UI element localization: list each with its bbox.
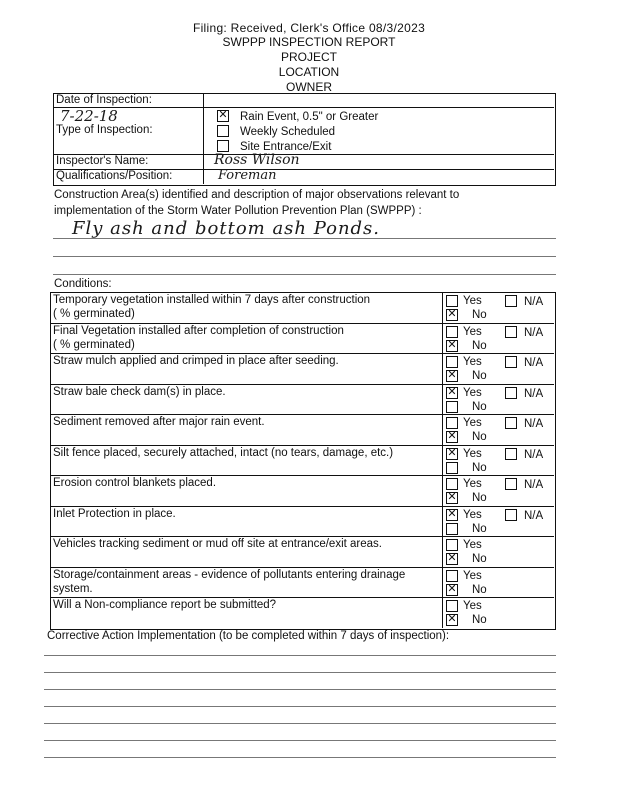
report-title: SWPPP INSPECTION REPORT	[222, 35, 396, 49]
na-label: N/A	[524, 448, 544, 461]
no-checkbox[interactable]	[446, 523, 458, 535]
condition-text: Erosion control blankets placed.	[53, 477, 217, 489]
weekly-label: Weekly Scheduled	[240, 126, 336, 138]
condition-row-divider	[50, 536, 554, 537]
no-checkbox[interactable]	[446, 614, 458, 626]
date-value[interactable]: 7-22-18	[60, 107, 118, 125]
conditions-col-divider	[442, 292, 443, 628]
site-entrance-checkbox[interactable]	[217, 140, 229, 152]
condition-row-divider	[50, 506, 554, 507]
yes-checkbox[interactable]	[446, 417, 458, 429]
inspector-value[interactable]: Ross Wilson	[214, 152, 300, 168]
yes-label: Yes	[463, 478, 482, 490]
notes-line	[53, 238, 556, 239]
yes-label: Yes	[463, 447, 482, 460]
na-label: N/A	[524, 357, 544, 369]
no-checkbox[interactable]	[446, 370, 458, 382]
yes-label: Yes	[463, 600, 482, 612]
no-label: No	[472, 400, 487, 413]
condition-text: Vehicles tracking sediment or mud off site at entrance/exit areas.	[53, 538, 382, 550]
rain-event-checkbox[interactable]	[217, 110, 229, 122]
no-label: No	[472, 583, 487, 596]
corrective-action-line[interactable]	[44, 672, 556, 673]
na-checkbox[interactable]	[505, 478, 517, 490]
yes-checkbox[interactable]	[446, 295, 458, 307]
date-label: Date of Inspection:	[56, 94, 152, 106]
corrective-action-line[interactable]	[44, 723, 556, 724]
corrective-action-line[interactable]	[44, 757, 556, 758]
no-label: No	[472, 461, 487, 474]
yes-label: Yes	[463, 356, 482, 368]
condition-row-divider	[50, 567, 554, 568]
yes-label: Yes	[463, 539, 482, 551]
condition-text-line2: ( % germinated)	[53, 338, 135, 351]
yes-checkbox[interactable]	[446, 356, 458, 368]
condition-row-divider	[50, 445, 554, 446]
na-checkbox[interactable]	[505, 417, 517, 429]
condition-text: Straw mulch applied and crimped in place after seeding.	[53, 355, 339, 367]
no-label: No	[472, 553, 487, 565]
no-checkbox[interactable]	[446, 431, 458, 443]
yes-checkbox[interactable]	[446, 600, 458, 612]
yes-label: Yes	[463, 295, 482, 307]
construction-area-label: Construction Area(s) identified and description of major observations relevant to implementation of the Storm Water Pollution Prevention Plan (SWPPP) :	[54, 189, 460, 217]
na-label: N/A	[524, 296, 544, 308]
yes-checkbox[interactable]	[446, 539, 458, 551]
na-checkbox[interactable]	[505, 326, 517, 338]
no-checkbox[interactable]	[446, 309, 458, 321]
condition-text: Final Vegetation installed after completion of construction	[53, 324, 344, 337]
condition-text-line2: ( % germinated)	[53, 308, 135, 320]
info-divider	[203, 107, 554, 108]
condition-text: Sediment removed after major rain event.	[53, 416, 265, 428]
no-label: No	[472, 522, 487, 535]
condition-text-line2: system.	[53, 582, 93, 595]
no-label: No	[472, 370, 487, 382]
condition-text: Temporary vegetation installed within 7 days after construction	[53, 294, 371, 306]
no-label: No	[472, 339, 487, 352]
conditions-label: Conditions:	[54, 278, 112, 290]
na-checkbox[interactable]	[505, 509, 517, 521]
yes-label: Yes	[463, 569, 482, 582]
condition-row-divider	[50, 353, 554, 354]
yes-checkbox[interactable]	[446, 478, 458, 490]
yes-label: Yes	[463, 417, 482, 429]
no-checkbox[interactable]	[446, 340, 458, 352]
no-label: No	[472, 431, 487, 443]
yes-label: Yes	[463, 325, 482, 338]
condition-row-divider	[50, 323, 554, 324]
yes-checkbox[interactable]	[446, 326, 458, 338]
construction-area-notes[interactable]: Fly ash and bottom ash Ponds.	[72, 218, 381, 239]
rain-event-label: Rain Event, 0.5" or Greater	[240, 111, 379, 123]
yes-checkbox[interactable]	[446, 509, 458, 521]
na-label: N/A	[524, 418, 544, 430]
na-label: N/A	[524, 479, 544, 491]
condition-row-divider	[50, 597, 554, 598]
na-checkbox[interactable]	[505, 295, 517, 307]
na-label: N/A	[524, 387, 544, 400]
corrective-action-line[interactable]	[44, 689, 556, 690]
condition-row-divider	[50, 384, 554, 385]
no-checkbox[interactable]	[446, 553, 458, 565]
notes-line	[53, 256, 556, 257]
yes-label: Yes	[463, 386, 482, 399]
condition-text: Will a Non-compliance report be submitted?	[53, 599, 277, 611]
no-label: No	[472, 614, 487, 626]
yes-checkbox[interactable]	[446, 448, 458, 460]
location-heading: LOCATION	[278, 65, 340, 79]
na-label: N/A	[524, 326, 544, 339]
na-checkbox[interactable]	[505, 448, 517, 460]
condition-row-divider	[50, 414, 554, 415]
yes-checkbox[interactable]	[446, 570, 458, 582]
qualifications-value[interactable]: Foreman	[218, 168, 277, 183]
condition-text: Inlet Protection in place.	[53, 507, 176, 520]
no-checkbox[interactable]	[446, 492, 458, 504]
type-label: Type of Inspection:	[56, 124, 153, 136]
corrective-action-label: Corrective Action Implementation (to be completed within 7 days of inspection):	[47, 630, 450, 642]
condition-text: Straw bale check dam(s) in place.	[53, 385, 226, 398]
no-label: No	[472, 492, 487, 504]
inspector-label: Inspector's Name:	[56, 155, 149, 167]
filing-stamp: Filing: Received, Clerk's Office 08/3/2023	[192, 21, 426, 35]
qualifications-label: Qualifications/Position:	[56, 170, 173, 182]
no-checkbox[interactable]	[446, 584, 458, 596]
condition-row-divider	[50, 475, 554, 476]
no-checkbox[interactable]	[446, 401, 458, 413]
no-label: No	[472, 309, 487, 321]
corrective-action-line[interactable]	[44, 655, 556, 656]
notes-line	[53, 274, 556, 275]
corrective-action-line[interactable]	[44, 740, 556, 741]
project-heading: PROJECT	[280, 50, 337, 64]
yes-checkbox[interactable]	[446, 387, 458, 399]
weekly-checkbox[interactable]	[217, 125, 229, 137]
condition-text: Silt fence placed, securely attached, intact (no tears, damage, etc.)	[53, 446, 394, 459]
na-label: N/A	[524, 509, 544, 522]
na-checkbox[interactable]	[505, 356, 517, 368]
owner-heading: OWNER	[286, 80, 332, 94]
na-checkbox[interactable]	[505, 387, 517, 399]
condition-text: Storage/containment areas - evidence of pollutants entering drainage	[53, 568, 406, 581]
site-entrance-label: Site Entrance/Exit	[240, 141, 332, 153]
no-checkbox[interactable]	[446, 462, 458, 474]
corrective-action-line[interactable]	[44, 706, 556, 707]
yes-label: Yes	[463, 508, 482, 521]
